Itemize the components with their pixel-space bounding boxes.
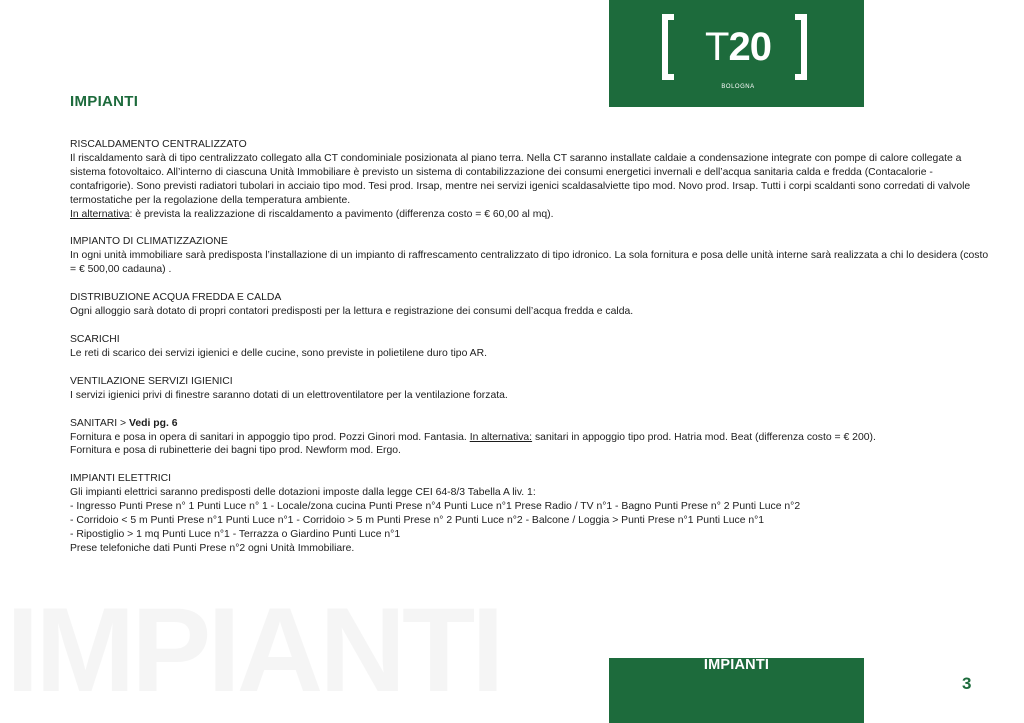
section-alternative: [70, 208, 995, 222]
logo-subtitle: BOLOGNA: [721, 84, 755, 90]
section-scarichi: [70, 333, 995, 361]
alternative-text: : è prevista la realizzazione di riscaldamento a pavimento (differenza costo = € 60,00 al mq).: [129, 208, 554, 220]
logo-letter: T: [705, 25, 729, 69]
section-text: Prese telefoniche dati Punti Prese n°2 ogni Unità Immobiliare.: [70, 542, 355, 554]
section-heading-text: SANITARI >: [70, 417, 129, 429]
section-heading: RISCALDAMENTO CENTRALIZZATO: [70, 139, 247, 150]
alternative-label: In alternativa: [70, 208, 130, 220]
list-item: - Ripostiglio > 1 mq Punti Luce n°1 - Terrazza o Giardino Punti Luce n°1: [70, 528, 401, 540]
section-elettrici: [70, 472, 995, 555]
sanitari-text-end: sanitari in appoggio tipo prod. Hatria mod. Beat (differenza costo = € 200).: [532, 431, 876, 443]
alternative-label: In alternativa:: [469, 431, 533, 443]
section-climatizzazione: [70, 235, 995, 277]
logo-block: [609, 0, 864, 107]
logo-number: 20: [728, 25, 771, 69]
section-sanitari: [70, 417, 995, 459]
page-reference: Vedi pg. 6: [129, 417, 178, 429]
section-heading: VENTILAZIONE SERVIZI IGIENICI: [70, 375, 233, 387]
section-text: [70, 431, 995, 445]
footer-block: [609, 658, 864, 723]
footer-label: IMPIANTI: [703, 657, 770, 673]
section-text: Il riscaldamento sarà di tipo centralizzato collegato alla CT condominiale posizionata al piano terra. Nella CT saranno installate caldaie a condensazione integrate con pompe di calore collegate a sistema fotovoltaico. All’interno di ciascuna Unità Immobiliare è previsto un sistema di contabilizzazione dei consumi energetici invernali e dell’acqua sanitaria calda e fredda (Contacalorie - contafrigorie). Sono previsti radiatori tubolari in acciaio tipo mod. Tesi prod. Irsap, mentre nei servizi igenici scaldasalviette tipo mod. Novo prod. Irsap. Tutti i corpi scaldanti sono corredati di valvole termostatiche per la regolazione della temperatura ambiente.: [70, 152, 971, 206]
logo-right-bracket: [795, 14, 807, 80]
section-riscaldamento: [70, 138, 995, 221]
section-heading: DISTRIBUZIONE ACQUA FREDDA E CALDA: [70, 292, 282, 304]
section-heading: IMPIANTI ELETTRICI: [70, 473, 172, 485]
section-ventilazione: [70, 375, 995, 403]
section-text: Gli impianti elettrici saranno predisposti delle dotazioni imposte dalla legge CEI 64-8/3 Tabella A liv. 1:: [70, 487, 536, 499]
section-text: I servizi igienici privi di finestre saranno dotati di un elettroventilatore per la ventilazione forzata.: [70, 389, 508, 401]
section-heading: [70, 417, 995, 431]
logo-left-bracket: [662, 14, 674, 80]
list-item: - Corridoio < 5 m Punti Prese n°1 Punti Luce n°1 - Corridoio > 5 m Punti Prese n° 2 Punti Luce n°2 - Balcone / Loggia > Punti Prese n°1 Punti Luce n°1: [70, 515, 765, 527]
document-body: [70, 138, 995, 570]
section-heading: SCARICHI: [70, 333, 120, 345]
section-text: Le reti di scarico dei servizi igienici e delle cucine, sono previste in polietilene duro tipo AR.: [70, 347, 488, 359]
section-text: Fornitura e posa di rubinetterie dei bagni tipo prod. Newform mod. Ergo.: [70, 445, 401, 457]
logo: [694, 27, 782, 67]
list-item: - Ingresso Punti Prese n° 1 Punti Luce n° 1 - Locale/zona cucina Punti Prese n°4 Punti Luce n°1 Prese Radio / TV n°1 - Bagno Punti Prese n° 2 Punti Luce n°2: [70, 501, 801, 513]
sanitari-text-start: Fornitura e posa in opera di sanitari in appoggio tipo prod. Pozzi Ginori mod. Fantasia.: [70, 431, 470, 443]
section-heading: IMPIANTO DI CLIMATIZZAZIONE: [70, 236, 228, 248]
page-title: IMPIANTI: [70, 93, 139, 110]
section-acqua: [70, 291, 995, 319]
section-text: In ogni unità immobiliare sarà predisposta l’installazione di un impianto di raffrescamento centralizzato di tipo idronico. La sola fornitura e posa delle unità interne sarà realizzata a chi lo desidera (costo = € 500,00 cadauna) .: [70, 250, 989, 276]
background-watermark: [0, 590, 540, 723]
page-number: 3: [962, 674, 972, 693]
section-text: Ogni alloggio sarà dotato di propri contatori predisposti per la lettura e registrazione dei consumi dell’acqua fredda e calda.: [70, 306, 634, 318]
watermark-text: IMPIANTI: [6, 590, 501, 717]
